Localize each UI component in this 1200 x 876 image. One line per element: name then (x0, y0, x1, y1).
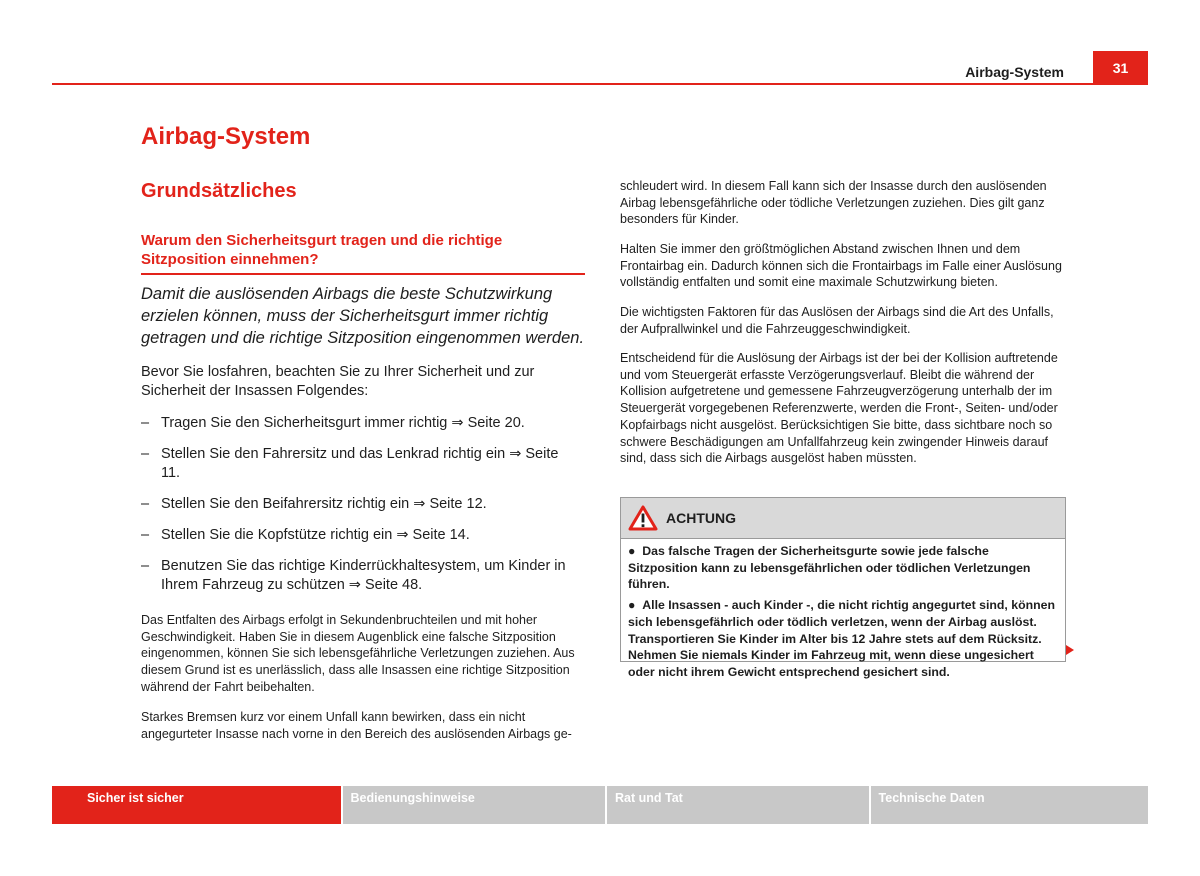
dash-marker: – (141, 558, 150, 574)
page-number: 31 (1093, 51, 1148, 85)
subsection-rule (141, 273, 585, 275)
bullet-marker: ● (628, 544, 636, 558)
running-header-title: Airbag-System (965, 64, 1064, 80)
list-item-text: Stellen Sie den Beifahrersitz richtig ein ⇒ Seite 12. (161, 496, 487, 512)
warning-title: ACHTUNG (666, 510, 736, 526)
intro-paragraph: Damit die auslösenden Airbags die beste Schutzwirkung erzielen können, muss der Sicherheitsgurt immer richtig getragen und die richtige Sitzposition eingenommen werden. (141, 285, 585, 347)
factors-paragraph: Die wichtigsten Faktoren für das Auslösen der Airbags sind die Art des Unfalls, der Aufprallwinkel und die Fahrzeuggeschwindigkeit. (620, 305, 1054, 336)
warning-triangle-icon (628, 505, 658, 531)
deployment-paragraph: Das Entfalten des Airbags erfolgt in Sekundenbruchteilen und mit hoher Geschwindigkeit. Haben Sie in diesem Augenblick eine falsche Sitzposition eingenommen, können Sie sich lebensgefährliche Verletzungen zuziehen. Aus diesem Grund ist es unerlässlich, dass alle Insassen eine richtige Sitzposition während der Fahrt beibehalten. (141, 613, 575, 694)
section-title: Grundsätzliches (141, 180, 297, 202)
footer-tab-sicher-ist-sicher[interactable]: Sicher ist sicher (52, 786, 341, 824)
checklist (141, 414, 581, 607)
footer-nav (52, 786, 1148, 824)
dash-marker: – (141, 415, 150, 431)
list-item (141, 495, 581, 514)
subsection-heading: Warum den Sicherheitsgurt tragen und die richtige Sitzposition einnehmen? (141, 232, 503, 268)
dash-marker: – (141, 496, 150, 512)
warning-item-text: Alle Insassen - auch Kinder -, die nicht richtig angegurtet sind, können sich lebensgefährlich oder tödlich verletzen, wenn der Airbag auslöst. Transportieren Sie Kinder im Alter bis 12 Jahre stets auf dem Rücksitz. Nehmen Sie niemals Kinder im Fahrzeug mit, wenn diese ungesichert oder nicht ihrem Gewicht entsprechend gesichert sind. (628, 598, 1055, 679)
warning-item (628, 543, 1057, 593)
warning-header (621, 498, 1065, 539)
list-item (141, 557, 581, 595)
warning-body (621, 539, 1065, 681)
footer-tab-technische-daten[interactable]: Technische Daten (871, 786, 1148, 824)
deceleration-paragraph: Entscheidend für die Auslösung der Airbags ist der bei der Kollision auftretende und vom Steuergerät erfasste Verzögerungsverlauf. Bleibt die während der Kollision aufgetretene und gemessene Fahrzeugverzögerung unterhalb der im Steuergerät vorgegebenen Referenzwerte, werden die Front-, Seiten- und/oder Kopfairbags nicht ausgelöst. Berücksichtigen Sie bitte, dass sichtbare noch so schwere Beschädigungen am Unfallfahrzeug kein zwingender Hinweis darauf sind, dass sich die Airbags ausgelöst haben müssten. (620, 351, 1058, 466)
warning-item (628, 597, 1057, 681)
list-item-text: Stellen Sie die Kopfstütze richtig ein ⇒ Seite 14. (161, 527, 470, 543)
list-item-text: Tragen Sie den Sicherheitsgurt immer richtig ⇒ Seite 20. (161, 415, 525, 431)
list-item (141, 445, 581, 483)
continued-paragraph: schleudert wird. In diesem Fall kann sich der Insasse durch den auslösenden Airbag lebensgefährliche oder tödliche Verletzungen zuziehen. Dies gilt ganz besonders für Kinder. (620, 179, 1047, 227)
continue-arrow-icon (1066, 645, 1074, 655)
footer-tab-rat-und-tat[interactable]: Rat und Tat (607, 786, 869, 824)
header-rule (52, 83, 1148, 85)
warning-item-text: Das falsche Tragen der Sicherheitsgurte sowie jede falsche Sitzposition kann zu lebensgefährlichen oder tödlichen Verletzungen führen. (628, 544, 1031, 592)
page-title: Airbag-System (141, 123, 311, 150)
list-item-text: Stellen Sie den Fahrersitz und das Lenkrad richtig ein ⇒ Seite 11. (161, 446, 559, 481)
bullet-marker: ● (628, 598, 636, 613)
warning-box (620, 497, 1066, 679)
list-item (141, 414, 581, 433)
distance-paragraph: Halten Sie immer den größtmöglichen Abstand zwischen Ihnen und dem Frontairbag ein. Dadurch können sich die Frontairbags im Falle einer Auslösung vollständig entfalten und somit eine maximale Schutzwirkung bieten. (620, 242, 1062, 290)
footer-tab-bedienungshinweise[interactable]: Bedienungshinweise (343, 786, 606, 824)
dash-marker: – (141, 527, 150, 543)
braking-paragraph: Starkes Bremsen kurz vor einem Unfall kann bewirken, dass ein nicht angegurteter Insasse nach vorne in den Bereich des auslösenden Airbags ge- (141, 710, 572, 741)
list-item-text: Benutzen Sie das richtige Kinderrückhaltesystem, um Kinder in Ihrem Fahrzeug zu schützen ⇒ Seite 48. (161, 558, 566, 593)
dash-marker: – (141, 446, 150, 462)
list-item (141, 526, 581, 545)
before-paragraph: Bevor Sie losfahren, beachten Sie zu Ihrer Sicherheit und zur Sicherheit der Insassen Folgendes: (141, 364, 535, 399)
